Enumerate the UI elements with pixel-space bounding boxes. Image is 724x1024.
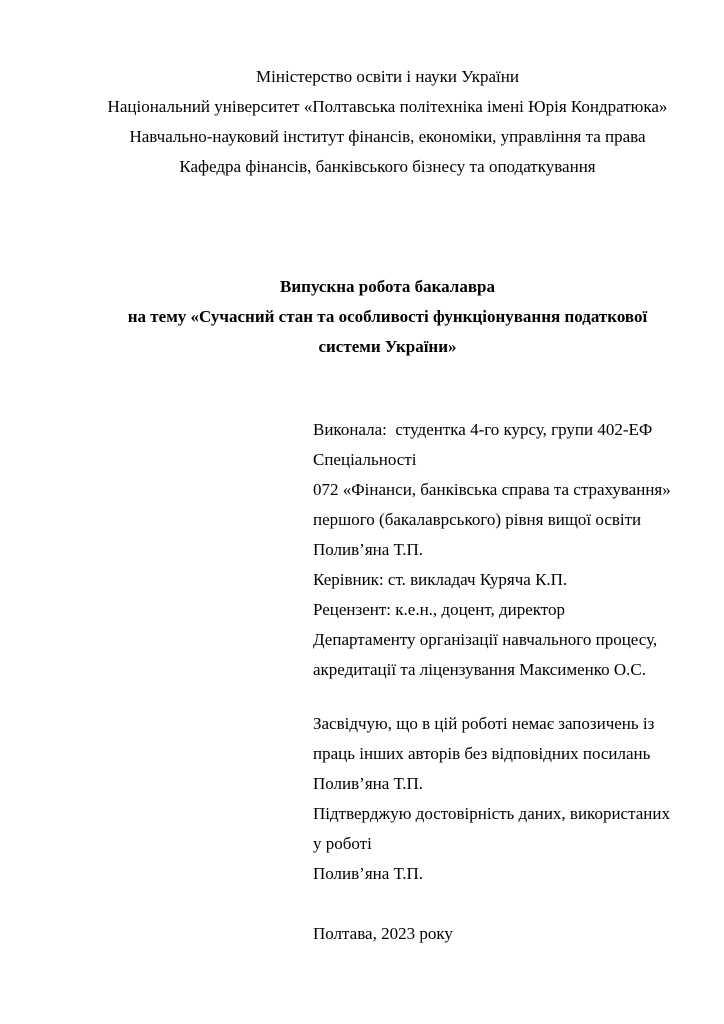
institute-line: Навчально-науковий інститут фінансів, економіки, управління та права (129, 127, 646, 146)
department-line: Кафедра фінансів, банківського бізнесу та оподаткування (179, 157, 596, 176)
supervisor-line: Керівник: ст. викладач Куряча К.П. (313, 570, 568, 589)
data-validity-line-2: у роботі (313, 834, 372, 853)
thesis-topic-line-1: на тему «Сучасний стан та особливості функціонування податкової (127, 307, 648, 326)
specialty-code-line: 072 «Фінанси, банківська справа та страхування» (313, 480, 671, 499)
university-line: Національний університет «Полтавська політехніка імені Юрія Кондратюка» (107, 97, 668, 116)
specialty-label-line: Спеціальності (313, 450, 417, 469)
thesis-type-line: Випускна робота бакалавра (280, 277, 495, 296)
place-year-block (313, 919, 693, 949)
data-validity-line-1: Підтверджую достовірність даних, використаних (313, 804, 670, 823)
reviewer-line-3: акредитації та ліцензування Максименко О.С. (313, 660, 647, 679)
education-level-line: першого (бакалаврського) рівня вищої освіти (313, 510, 642, 529)
institution-header (103, 62, 672, 182)
declaration-block (313, 709, 693, 889)
thesis-topic-line-2: системи України» (318, 337, 457, 356)
author-name-line: Полив’яна Т.П. (313, 540, 423, 559)
reviewer-line-2: Департаменту організації навчального процесу, (313, 630, 658, 649)
attribution-block (313, 415, 693, 685)
thesis-title (103, 272, 672, 362)
author-line: Виконала: студентка 4-го курсу, групи 402-ЕФ (313, 420, 653, 439)
ministry-line: Міністерство освіти і науки України (256, 67, 519, 86)
reviewer-line-1: Рецензент: к.е.н., доцент, директор (313, 600, 566, 619)
signature-name-line-2: Полив’яна Т.П. (313, 864, 423, 883)
no-plagiarism-line-2: праць інших авторів без відповідних посилань (313, 744, 651, 763)
place-year-line: Полтава, 2023 року (313, 924, 453, 943)
signature-name-line-1: Полив’яна Т.П. (313, 774, 423, 793)
no-plagiarism-line-1: Засвідчую, що в цій роботі немає запозичень із (313, 714, 655, 733)
